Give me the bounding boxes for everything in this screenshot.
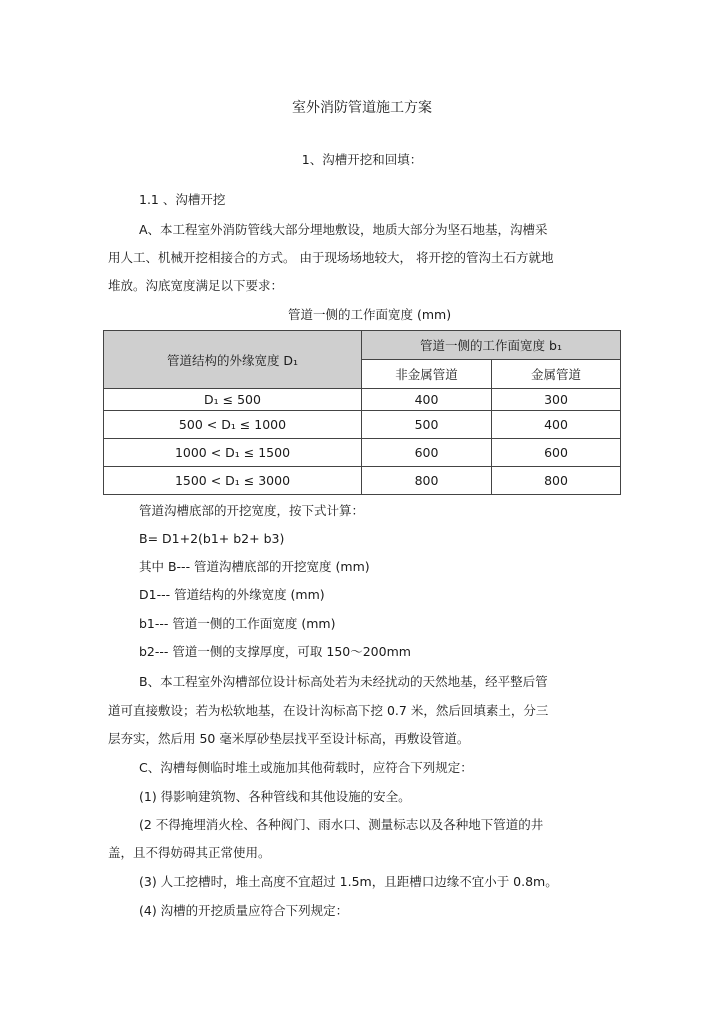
cell-range: 500 < D₁ ≤ 1000	[104, 411, 362, 439]
calc-intro: 管道沟槽底部的开挖宽度，按下式计算：	[139, 503, 365, 518]
definition-b1: b1--- 管道一侧的工作面宽度 (mm)	[139, 616, 336, 631]
col-header-work-width: 管道一侧的工作面宽度 b₁	[362, 331, 621, 360]
paragraph-a-line-1: A、本工程室外消防管线大部分埋地敷设，地质大部分为坚石地基，沟槽采	[139, 222, 548, 237]
paragraph-b-line-2: 道可直接敷设；若为松软地基，在设计沟标高下挖 0.7 米，然后回填素土，分三	[108, 703, 549, 718]
paragraph-a-line-2: 用人工、机械开挖相接合的方式。 由于现场场地较大， 将开挖的管沟土石方就地	[108, 250, 554, 265]
cell-nonmetal: 400	[362, 389, 492, 411]
list-item-1: (1) 得影响建筑物、各种管线和其他设施的安全。	[139, 789, 411, 804]
cell-metal: 400	[492, 411, 621, 439]
table-row	[104, 411, 621, 439]
list-item-4: (4) 沟槽的开挖质量应符合下列规定：	[139, 903, 349, 918]
table-caption: 管道一侧的工作面宽度 (mm)	[288, 307, 452, 322]
paragraph-b-line-3: 层夯实，然后用 50 毫米厚砂垫层找平至设计标高，再敷设管道。	[108, 731, 470, 746]
work-width-table	[103, 330, 621, 495]
cell-range: D₁ ≤ 500	[104, 389, 362, 411]
definition-b2: b2--- 管道一侧的支撑厚度，可取 150～200mm	[139, 644, 411, 659]
list-item-3: (3) 人工挖槽时，堆土高度不宜超过 1.5m，且距槽口边缘不宜小于 0.8m。	[139, 874, 558, 889]
section-heading-1: 1、沟槽开挖和回填：	[301, 152, 423, 167]
cell-range: 1500 < D₁ ≤ 3000	[104, 467, 362, 495]
section-heading-1-1: 1.1 、沟槽开挖	[139, 192, 226, 207]
cell-metal: 300	[492, 389, 621, 411]
cell-nonmetal: 500	[362, 411, 492, 439]
cell-nonmetal: 600	[362, 439, 492, 467]
cell-metal: 600	[492, 439, 621, 467]
list-item-2-line-2: 盖，且不得妨碍其正常使用。	[108, 845, 271, 860]
cell-range: 1000 < D₁ ≤ 1500	[104, 439, 362, 467]
paragraph-a-line-3: 堆放。沟底宽度满足以下要求：	[108, 278, 284, 293]
page-title: 室外消防管道施工方案	[292, 100, 432, 116]
table-row	[104, 439, 621, 467]
cell-nonmetal: 800	[362, 467, 492, 495]
list-item-2-line-1: (2 不得掩埋消火栓、各种阀门、雨水口、测量标志以及各种地下管道的井	[139, 817, 544, 832]
formula: B= D1+2(b1+ b2+ b3)	[139, 531, 285, 546]
col-header-outer-width: 管道结构的外缘宽度 D₁	[104, 331, 362, 389]
col-header-nonmetal: 非金属管道	[362, 360, 492, 389]
table-row	[104, 389, 621, 411]
cell-metal: 800	[492, 467, 621, 495]
definition-b: 其中 B--- 管道沟槽底部的开挖宽度 (mm)	[139, 559, 370, 574]
definition-d1: D1--- 管道结构的外缘宽度 (mm)	[139, 587, 325, 602]
col-header-metal: 金属管道	[492, 360, 621, 389]
paragraph-b-line-1: B、本工程室外沟槽部位设计标高处若为未经扰动的天然地基，经平整后管	[139, 674, 548, 689]
table-row	[104, 467, 621, 495]
paragraph-c: C、沟槽每侧临时堆土或施加其他荷载时，应符合下列规定：	[139, 760, 473, 775]
